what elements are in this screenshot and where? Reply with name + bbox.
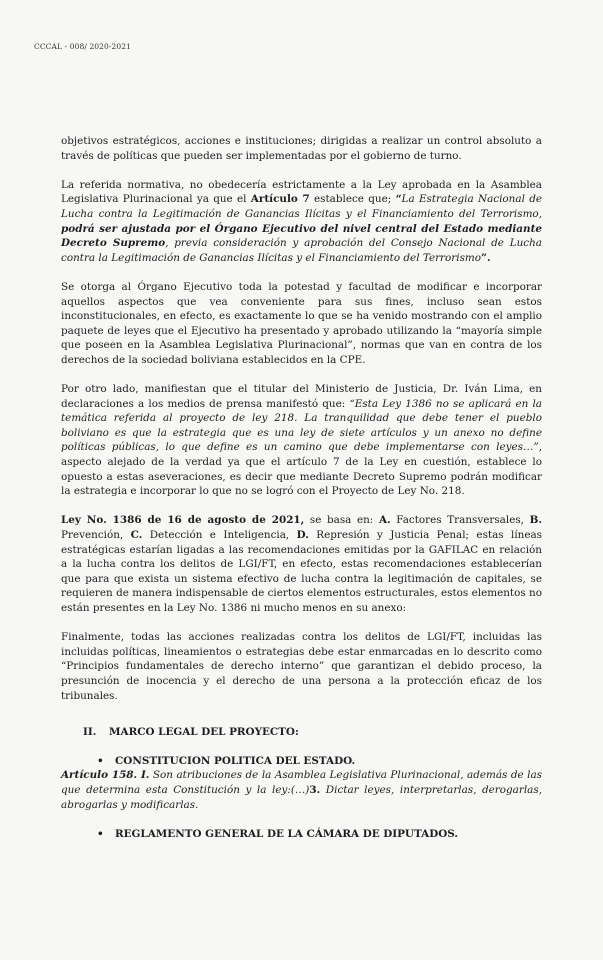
p4-text-c: , aspecto alejado de la verdad ya que el artículo 7 de la Ley en cuestión, establece lo opuesto a estas aseveraciones, es decir que mediante Decreto Supremo podrán modificar la estrategia e incorporar lo que no se logró con el Proyecto de Ley No. 218. [61, 441, 542, 498]
bullet-reglamento [61, 827, 542, 842]
article-text-1: Son atribuciones de la Asamblea Legislativa Plurinacional, además de las que determina esta Constitución y la ley:(…) [61, 769, 543, 796]
article-item-number: 3. [309, 783, 321, 796]
article-label: Artículo 158. I. [61, 769, 150, 782]
p4-text-a: Por otro lado, manifiestan que el titular del Ministerio de Justicia, Dr. Iván Lima, en declaraciones a los medios de prensa manifestó que: [61, 383, 542, 410]
bullet-icon: • [97, 754, 104, 767]
p2-text-a: La referida normativa, no obedecería estrictamente a la Ley aprobada en la Asamblea Legislativa Plurinacional ya que el [61, 178, 542, 206]
p2-quote-a: La Estrategia Nacional de Lucha contra la Legitimación de Ganancias Ilícitas y el Financiamiento del Terrorismo, [61, 193, 543, 220]
p2-text-c: establece que; [309, 193, 396, 206]
p5-letter-a: A. [378, 514, 391, 527]
p5-text-j: Represión y Justicia Penal; estas líneas estratégicas estarían ligadas a las recomendaciones emitidas por la GAFILAC en relación a la lucha contra los delitos de LGI/FT, en efecto, estas recomendaciones establecerían que para que exista un sistema efectivo de lucha contra la legitimación de capitales, se requieren de manera indispensable de ciertos elementos estructurales, estos elementos no están presentes en la Ley No. 1386 ni mucho menos en su anexo: [61, 529, 543, 614]
document-body [61, 134, 542, 841]
p2-quote-c: , previa consideración y aprobación del Consejo Nacional de Lucha contra la Legitimación de Ganancias Ilícitas y el Financiamiento del Terrorismo [61, 237, 543, 264]
bullet-constitution [61, 754, 542, 769]
p5-text-h: Detección e Inteligencia, [142, 529, 297, 542]
bullet-reglamento-text: REGLAMENTO GENERAL DE LA CÁMARA DE DIPUTADOS. [115, 827, 459, 840]
document-code: CCCAL - 008/ 2020-2021 [34, 42, 132, 51]
article-158 [61, 768, 542, 812]
paragraph-4 [61, 382, 542, 499]
article-text-2: Dictar leyes, interpretarlas, derogarlas, abrogarlas y modificarlas. [61, 783, 542, 811]
paragraph-5 [61, 513, 542, 615]
p5-letter-d: D. [296, 529, 309, 542]
p5-law-title: Ley No. 1386 de 16 de agosto de 2021, [61, 514, 305, 527]
p2-close-quote: ”. [481, 251, 491, 264]
p2-open-quote: “ [395, 193, 402, 206]
paragraph-1: objetivos estratégicos, acciones e instituciones; dirigidas a realizar un control absoluto a través de políticas que pueden ser implementadas por el gobierno de turno. [61, 135, 542, 162]
p5-text-f: Prevención, [61, 529, 131, 542]
p2-article-ref: Artículo 7 [250, 193, 310, 206]
p5-text-b: se basa en: [304, 514, 379, 527]
bullet-constitution-text: CONSTITUCION POLITICA DEL ESTADO. [115, 754, 356, 767]
section-heading [61, 725, 542, 740]
section-number: II. [83, 726, 97, 739]
p2-quote-bold: podrá ser ajustada por el Órgano Ejecutivo del nivel central del Estado mediante Decreto Supremo [61, 222, 542, 250]
bullet-icon: • [97, 827, 104, 840]
p4-quote: “Esta Ley 1386 no se aplicará en la temática referida al proyecto de ley 218. La tranquilidad que debe tener el pueblo boliviano es que la estrategia que es una ley de siete artículos y un anexo no define políticas públicas, lo que define es un camino que debe implementarse con leyes…” [61, 397, 542, 454]
p5-text-d: Factores Transversales, [390, 514, 530, 527]
p5-letter-b: B. [529, 514, 543, 527]
paragraph-2 [61, 178, 542, 266]
section-title: MARCO LEGAL DEL PROYECTO: [109, 726, 299, 739]
paragraph-6: Finalmente, todas las acciones realizadas contra los delitos de LGI/FT, incluidas las incluidas políticas, lineamientos o estrategias debe estar enmarcadas en lo descrito como “Principios fundamentales de derecho interno” que garantizan el debido proceso, la presunción de inocencia y el derecho de una persona a la protección eficaz de los tribunales. [61, 631, 542, 702]
paragraph-3: Se otorga al Órgano Ejecutivo toda la potestad y facultad de modificar e incorporar aquellos aspectos que vea conveniente para sus fines, incluso sean estos inconstitucionales, en efecto, es exactamente lo que se ha venido mostrando con el amplio paquete de leyes que el Ejecutivo ha presentado y aprobado utilizando la “mayoría simple que poseen en la Asamblea Legislativa Plurinacional”, normas que van en contra de los derechos de la sociedad boliviana establecidos en la CPE. [61, 280, 542, 366]
p5-letter-c: C. [130, 529, 143, 542]
